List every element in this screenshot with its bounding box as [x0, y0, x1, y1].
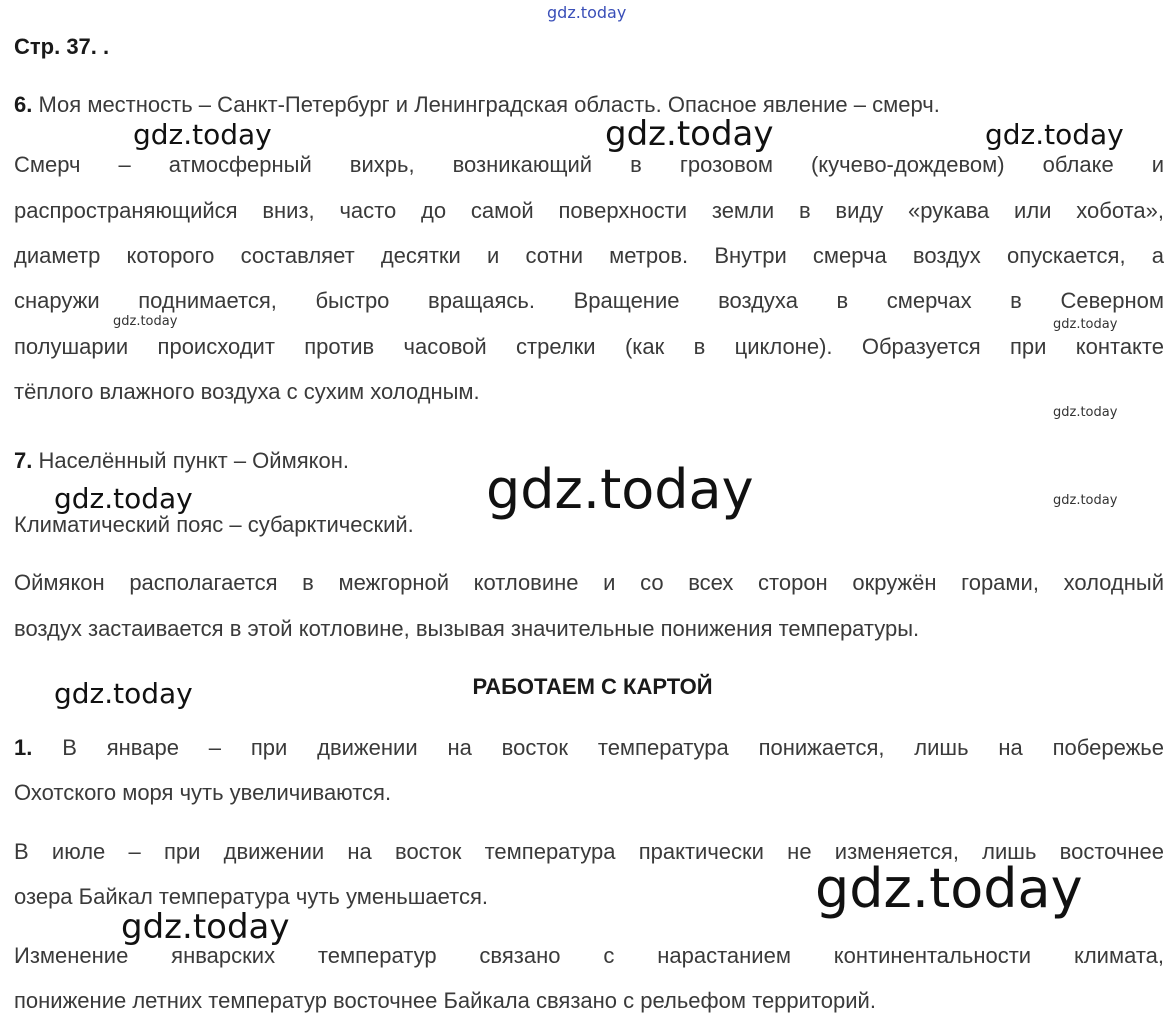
q7-line-2: Климатический пояс – субарктический. [14, 512, 414, 537]
watermark: gdz.today [54, 482, 193, 515]
watermark: gdz.today [1053, 493, 1118, 508]
map1-line-6: понижение летних температур восточнее Байкала связано с рельефом территорий. [14, 988, 876, 1013]
q6-line-7: тёплого влажного воздуха с сухим холодным. [14, 379, 480, 404]
watermark: gdz.today [121, 907, 290, 947]
map1-number: 1. [14, 735, 33, 760]
page-header: Стр. 37. . [14, 34, 110, 59]
map1-line-2: Охотского моря чуть увеличиваются. [14, 780, 392, 805]
watermark: gdz.today [985, 118, 1124, 151]
watermark: gdz.today [815, 857, 1083, 920]
q6-line-1 [14, 90, 940, 120]
q7-text-1: Населённый пункт – Оймякон. [38, 448, 349, 473]
q7-line-1 [14, 446, 349, 476]
watermark: gdz.today [605, 114, 774, 154]
q6-number: 6. [14, 92, 33, 117]
watermark: gdz.today [133, 118, 272, 151]
map1-line-3: В июле – при движении на восток температура практически не изменяется, лишь восточнее [14, 839, 1164, 864]
q6-line-4: диаметр которого составляет десятки и сотни метров. Внутри смерча воздух опускается, а [14, 243, 1164, 268]
q6-line-3: распространяющийся вниз, часто до самой поверхности земли в виду «рукава или хобота», [14, 198, 1164, 223]
q7-number: 7. [14, 448, 33, 473]
map1-line-1 [14, 733, 1164, 763]
watermark: gdz.today [54, 677, 193, 710]
watermark: gdz.today [1053, 317, 1118, 332]
watermark: gdz.today [547, 3, 627, 22]
watermark: gdz.today [1053, 405, 1118, 420]
section-title: РАБОТАЕМ С КАРТОЙ [472, 674, 713, 699]
map1-line-4: озера Байкал температура чуть уменьшается. [14, 884, 488, 909]
q6-line-2: Смерч – атмосферный вихрь, возникающий в грозовом (кучево-дождевом) облаке и [14, 152, 1164, 177]
q7-line-4: воздух застаивается в этой котловине, вызывая значительные понижения температуры. [14, 616, 920, 641]
watermark: gdz.today [113, 314, 178, 329]
q6-text-1: Моя местность – Санкт-Петербург и Ленинградская область. Опасное явление – смерч. [38, 92, 940, 117]
map1-line-5: Изменение январских температур связано с нарастанием континентальности климата, [14, 943, 1164, 968]
map1-text-1: В январе – при движении на восток температура понижается, лишь на побережье [62, 735, 1164, 760]
q6-line-5: снаружи поднимается, быстро вращаясь. Вращение воздуха в смерчах в Северном [14, 288, 1164, 313]
watermark: gdz.today [486, 458, 754, 521]
q6-line-6: полушарии происходит против часовой стрелки (как в циклоне). Образуется при контакте [14, 334, 1164, 359]
q7-line-3: Оймякон располагается в межгорной котловине и со всех сторон окружён горами, холодный [14, 570, 1164, 595]
